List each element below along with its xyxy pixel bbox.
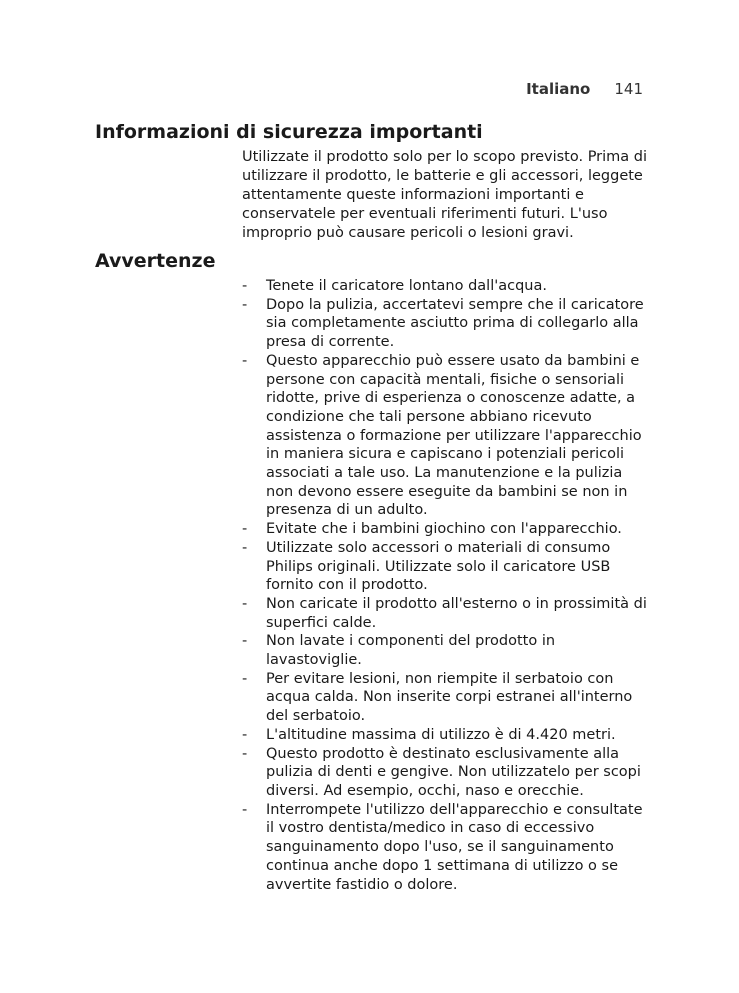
bullet-dash: - [242,801,248,818]
bullet-dash: - [242,726,248,743]
list-item-text: Non caricate il prodotto all'esterno o in prossimità di superfici calde. [266,595,647,631]
bullet-dash: - [242,595,248,612]
list-item [242,670,652,726]
list-item [242,277,652,296]
header-language: Italiano [526,80,591,98]
bullet-dash: - [242,352,248,369]
warnings-list [242,277,652,894]
list-item-text: Utilizzate solo accessori o materiali di consumo Philips originali. Utilizzate solo il caricatore USB fornito con il prodotto. [266,539,611,594]
list-item [242,801,652,895]
list-item-text: Evitate che i bambini giochino con l'apparecchio. [266,521,622,538]
bullet-dash: - [242,633,248,650]
bullet-dash: - [242,521,248,538]
list-item [242,296,652,352]
page-header [526,80,643,98]
page-number: 141 [614,80,643,98]
list-item-text: Non lavate i componenti del prodotto in lavastoviglie. [266,633,556,669]
list-item-text: Questo apparecchio può essere usato da bambini e persone con capacità mentali, fisiche o sensoriali ridotte, prive di esperienza o conoscenze adatte, a condizione che tali persone abbiano ricevuto assistenza o formazione per utilizzare l'apparecchio in maniera sicura e capiscano i potenziali pericoli associati a tale uso. La manutenzione e la pulizia non devono essere eseguite da bambini se non in presenza di un adulto. [266,352,642,519]
list-item-text: L'altitudine massima di utilizzo è di 4.420 metri. [266,726,616,743]
list-item [242,520,652,539]
bullet-dash: - [242,745,248,762]
list-item-text: Dopo la pulizia, accertatevi sempre che il caricatore sia completamente asciutto prima di collegarlo alla presa di corrente. [266,296,644,351]
section-title-warnings: Avvertenze [95,250,216,272]
list-item-text: Questo prodotto è destinato esclusivamente alla pulizia di denti e gengive. Non utilizzatelo per scopi diversi. Ad esempio, occhi, naso e orecchie. [266,745,641,799]
list-item [242,352,652,520]
list-item-text: Tenete il caricatore lontano dall'acqua. [266,278,547,294]
bullet-dash: - [242,296,248,313]
list-item-text: Interrompete l'utilizzo dell'apparecchio e consultate il vostro dentista/medico in caso di eccessivo sanguinamento dopo l'uso, se il sanguinamento continua anche dopo 1 settimana di utilizzo o se avvertite fastidio o dolore. [266,801,643,893]
bullet-dash: - [242,539,248,556]
safety-intro-paragraph: Utilizzate il prodotto solo per lo scopo previsto. Prima di utilizzare il prodotto, le batterie e gli accessori, leggete attentamente queste informazioni importanti e conservatele per eventuali riferimenti futuri. L'uso improprio può causare pericoli o lesioni gravi. [242,149,648,241]
list-item [242,595,652,632]
bullet-dash: - [242,670,248,687]
bullet-dash: - [242,278,248,294]
list-item [242,539,652,595]
list-item [242,726,652,745]
section-title-safety: Informazioni di sicurezza importanti [95,121,483,143]
list-item [242,632,652,669]
list-item-text: Per evitare lesioni, non riempite il serbatoio con acqua calda. Non inserite corpi estranei all'interno del serbatoio. [266,670,633,725]
list-item [242,745,652,801]
